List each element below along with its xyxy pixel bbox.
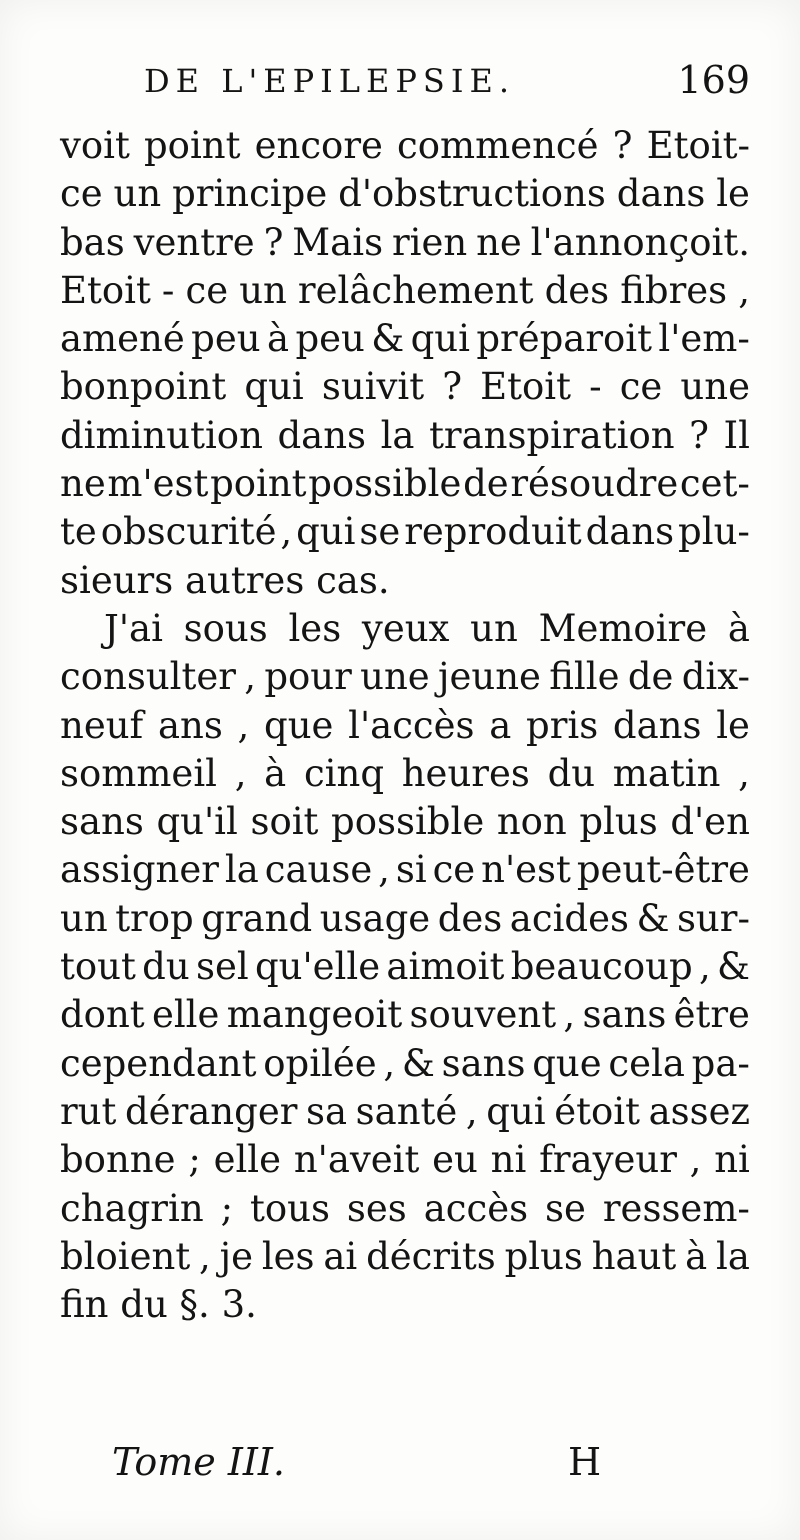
text-line: un trop grand usage des acides & sur-: [60, 896, 750, 940]
text-line: assigner la cause , si ce n'est peut-être: [60, 848, 750, 892]
text-line: cependant opilée , & sans que cela pa-: [60, 1041, 750, 1085]
text-line: amené peu à peu & qui préparoit l'em-: [60, 317, 750, 361]
text-line: rut déranger sa santé , qui étoit assez: [60, 1089, 750, 1133]
text-line: fin du §. 3.: [60, 1283, 257, 1327]
text-line: J'ai sous les yeux un Memoire à: [104, 606, 750, 650]
body-text: [60, 122, 750, 1329]
text-line: Etoit - ce un relâchement des fibres ,: [60, 268, 750, 312]
text-line: voit point encore commencé ? Etoit-: [60, 124, 750, 167]
text-line: sommeil , à cinq heures du matin ,: [60, 751, 750, 795]
text-line: te obscurité , qui se reproduit dans plu-: [60, 510, 750, 554]
volume-label: Tome III.: [112, 1440, 285, 1484]
text-line: sieurs autres cas.: [60, 558, 390, 602]
text-line: tout du sel qu'elle aimoit beaucoup , &: [60, 945, 750, 989]
signature-mark: H: [568, 1440, 602, 1484]
text-line: sans qu'il soit possible non plus d'en: [60, 800, 750, 844]
text-line: diminution dans la transpiration ? Il: [60, 413, 750, 457]
running-head: [140, 54, 750, 104]
running-title: DE L'EPILEPSIE.: [144, 62, 515, 100]
text-line: bonne ; elle n'aveit eu ni frayeur , ni: [60, 1138, 750, 1182]
text-line: bonpoint qui suivit ? Etoit - ce une: [60, 365, 750, 409]
text-line: neuf ans , que l'accès a pris dans le: [60, 703, 750, 747]
page-number: 169: [677, 58, 750, 102]
page-footer: [112, 1440, 612, 1500]
text-line: bloient , je les ai décrits plus haut à la: [60, 1234, 750, 1278]
text-line: dont elle mangeoit souvent , sans être: [60, 993, 750, 1037]
text-line: chagrin ; tous ses accès se ressem-: [60, 1186, 750, 1230]
text-line: ce un principe d'obstructions dans le: [60, 172, 750, 216]
text-line: bas ventre ? Mais rien ne l'annonçoit.: [60, 220, 750, 264]
text-line: consulter , pour une jeune fille de dix-: [60, 655, 750, 699]
text-line: ne m'est point possible de résoudre cet-: [60, 462, 750, 506]
